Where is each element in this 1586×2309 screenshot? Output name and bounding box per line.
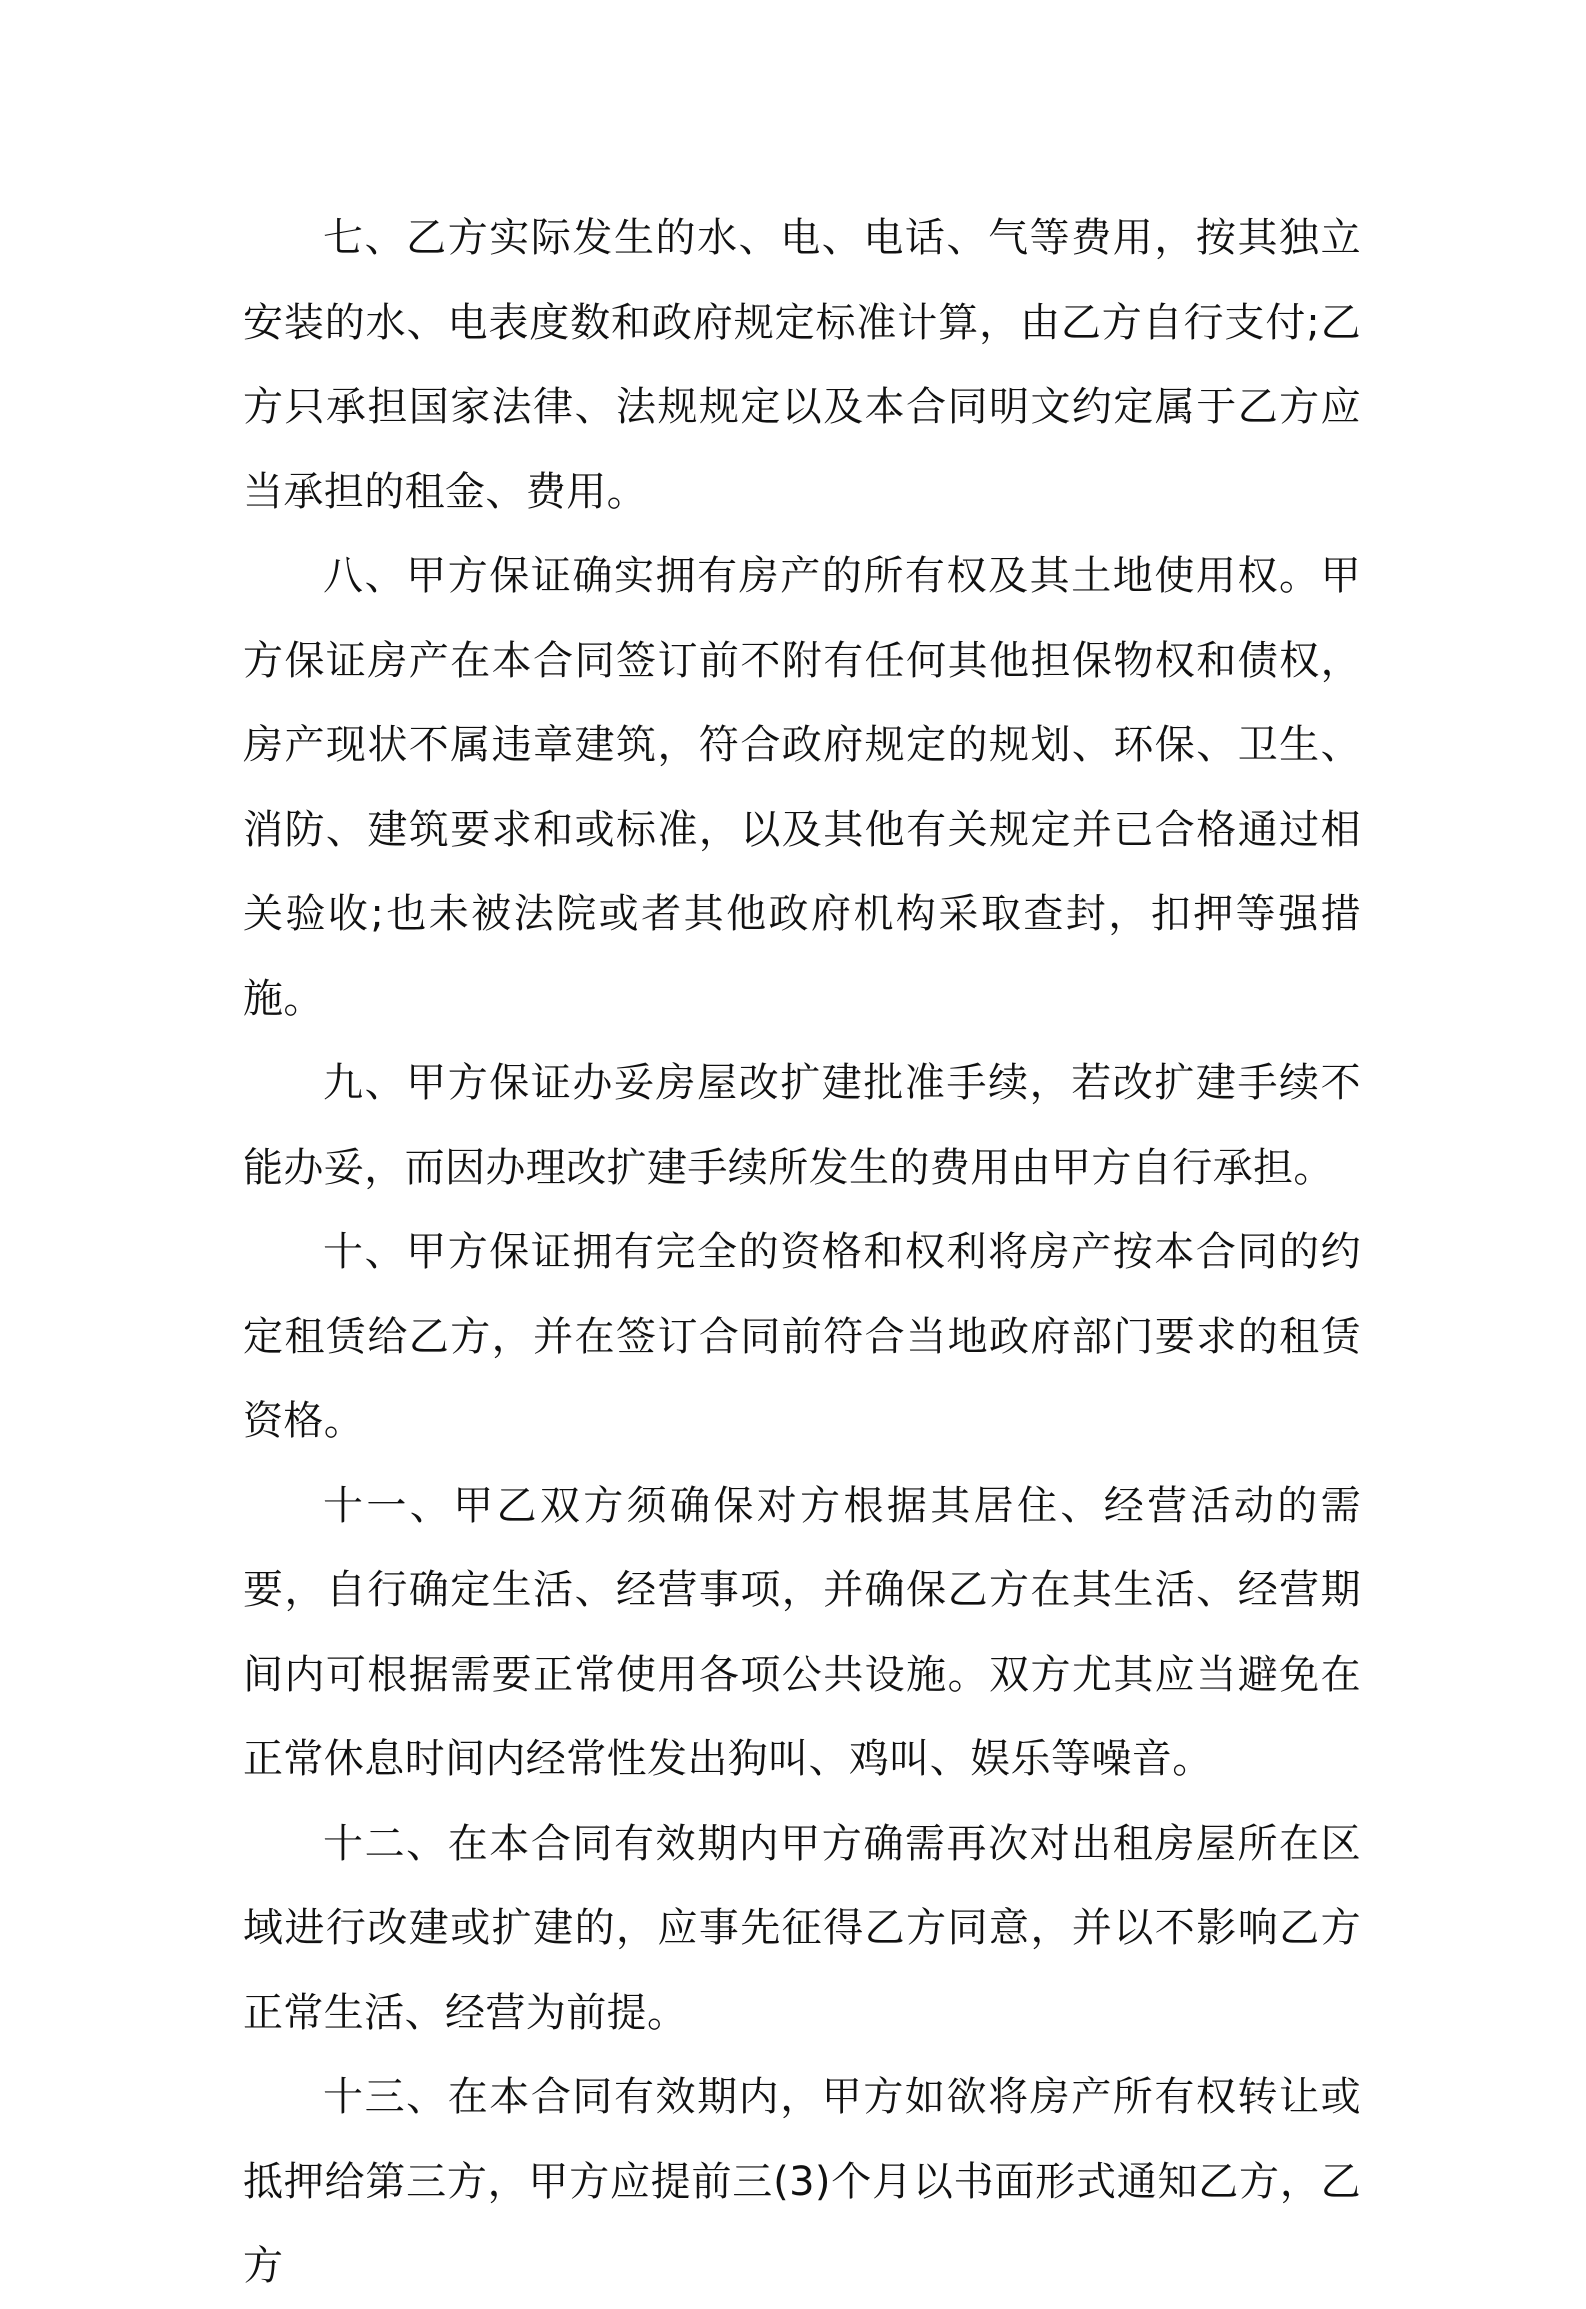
clause-12-paragraph: 十二、在本合同有效期内甲方确需再次对出租房屋所在区域进行改建或扩建的，应事先征得乙方同意，并以不影响乙方正常生活、经营为前提。 <box>243 1820 1361 2036</box>
clause-9-paragraph: 九、甲方保证办妥房屋改扩建批准手续，若改扩建手续不能办妥，而因办理改扩建手续所发生的费用由甲方自行承担。 <box>243 1060 1361 1191</box>
clause-8-paragraph: 八、甲方保证确实拥有房产的所有权及其土地使用权。甲方保证房产在本合同签订前不附有任何其他担保物权和债权，房产现状不属违章建筑，符合政府规定的规划、环保、卫生、消防、建筑要求和或标准，以及其他有关规定并已合格通过相关验收;也未被法院或者其他政府机构采取查封，扣押等强措施。 <box>243 553 1361 1022</box>
document-body <box>243 196 1361 2309</box>
clause-7-paragraph: 七、乙方实际发生的水、电、电话、气等费用，按其独立安装的水、电表度数和政府规定标准计算，由乙方自行支付;乙方只承担国家法律、法规规定以及本合同明文约定属于乙方应当承担的租金、费用。 <box>243 215 1361 515</box>
clause-13-paragraph: 十三、在本合同有效期内，甲方如欲将房产所有权转让或抵押给第三方，甲方应提前三(3)个月以书面形式通知乙方，乙方 <box>243 2074 1361 2289</box>
clause-10-paragraph: 十、甲方保证拥有完全的资格和权利将房产按本合同的约定租赁给乙方，并在签订合同前符合当地政府部门要求的租赁资格。 <box>243 1229 1361 1444</box>
clause-11-paragraph: 十一、甲乙双方须确保对方根据其居住、经营活动的需要，自行确定生活、经营事项，并确保乙方在其生活、经营期间内可根据需要正常使用各项公共设施。双方尤其应当避免在正常休息时间内经常性发出狗叫、鸡叫、娱乐等噪音。 <box>243 1482 1361 1782</box>
